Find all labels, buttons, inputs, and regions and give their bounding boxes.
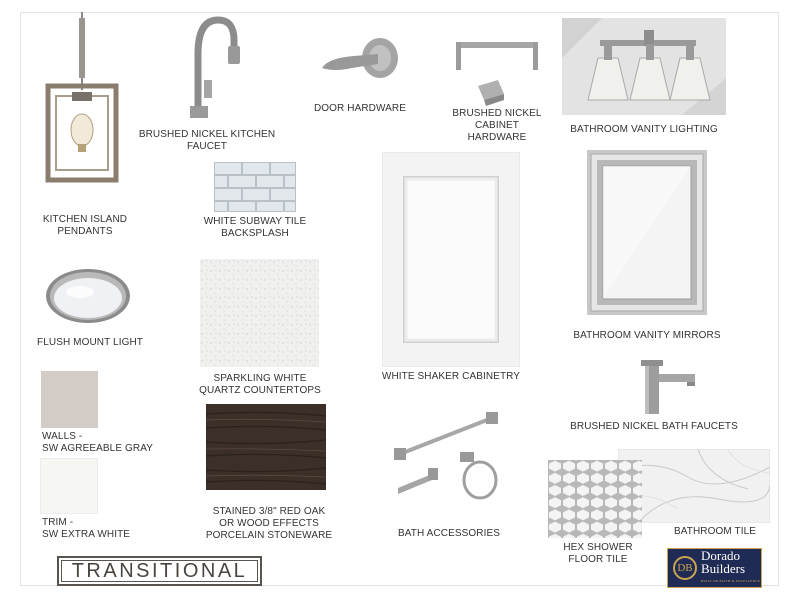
board-title: [57, 556, 262, 586]
vanity-lighting-caption: BATHROOM VANITY LIGHTING: [570, 124, 718, 135]
trim-caption: TRIM - SW EXTRA WHITE: [42, 517, 131, 540]
cabinetry-caption: WHITE SHAKER CABINETRY: [381, 371, 521, 382]
pendant-image: [42, 12, 122, 184]
walls-swatch: [41, 371, 98, 428]
wood-floor-caption: STAINED 3/8" RED OAK OR WOOD EFFECTS PORCELAIN STONEWARE: [205, 506, 333, 541]
pendants-caption: KITCHEN ISLAND PENDANTS: [42, 214, 128, 237]
quartz-caption: SPARKLING WHITE QUARTZ COUNTERTOPS: [199, 373, 321, 396]
cabinet-hardware-image: [452, 36, 542, 108]
kitchen-faucet-image: [178, 14, 248, 118]
bath-accessories-image: [392, 410, 502, 502]
bath-faucets-caption: BRUSHED NICKEL BATH FAUCETS: [570, 421, 738, 432]
hex-tile-swatch: [548, 460, 642, 538]
board-title-text: TRANSITIONAL: [71, 559, 248, 582]
cabinet-hardware-caption: BRUSHED NICKEL CABINET HARDWARE: [452, 108, 542, 143]
door-hardware-caption: DOOR HARDWARE: [313, 103, 407, 114]
door-hardware-image: [318, 34, 402, 86]
logo-line2: Builders: [701, 560, 746, 576]
shaker-cabinet-image: [382, 152, 520, 367]
wood-floor-swatch: [206, 404, 326, 490]
flush-light-image: [44, 266, 132, 326]
vanity-lighting-image: [562, 18, 726, 115]
logo-tagline: BUILT ON FAITH & EXCELLENCE: [701, 578, 761, 583]
bathroom-tile-caption: BATHROOM TILE: [673, 526, 757, 537]
logo-line1: Dorado: [701, 547, 740, 563]
kitchen-faucet-caption: BRUSHED NICKEL KITCHEN FAUCET: [138, 129, 276, 152]
dorado-builders-logo: [667, 548, 762, 588]
subway-tile-caption: WHITE SUBWAY TILE BACKSPLASH: [203, 216, 307, 239]
bath-accessories-caption: BATH ACCESSORIES: [398, 528, 500, 539]
hex-tile-caption: HEX SHOWER FLOOR TILE: [563, 542, 633, 565]
bath-faucet-image: [637, 358, 697, 414]
walls-caption: WALLS - SW AGREEABLE GRAY: [42, 431, 153, 454]
quartz-swatch: [200, 259, 319, 367]
logo-seal: DB: [673, 556, 697, 580]
vanity-mirror-image: [587, 150, 707, 315]
subway-tile-image: [214, 162, 296, 212]
mirrors-caption: BATHROOM VANITY MIRRORS: [573, 330, 721, 341]
trim-swatch: [40, 458, 98, 514]
flush-light-caption: FLUSH MOUNT LIGHT: [37, 337, 143, 348]
